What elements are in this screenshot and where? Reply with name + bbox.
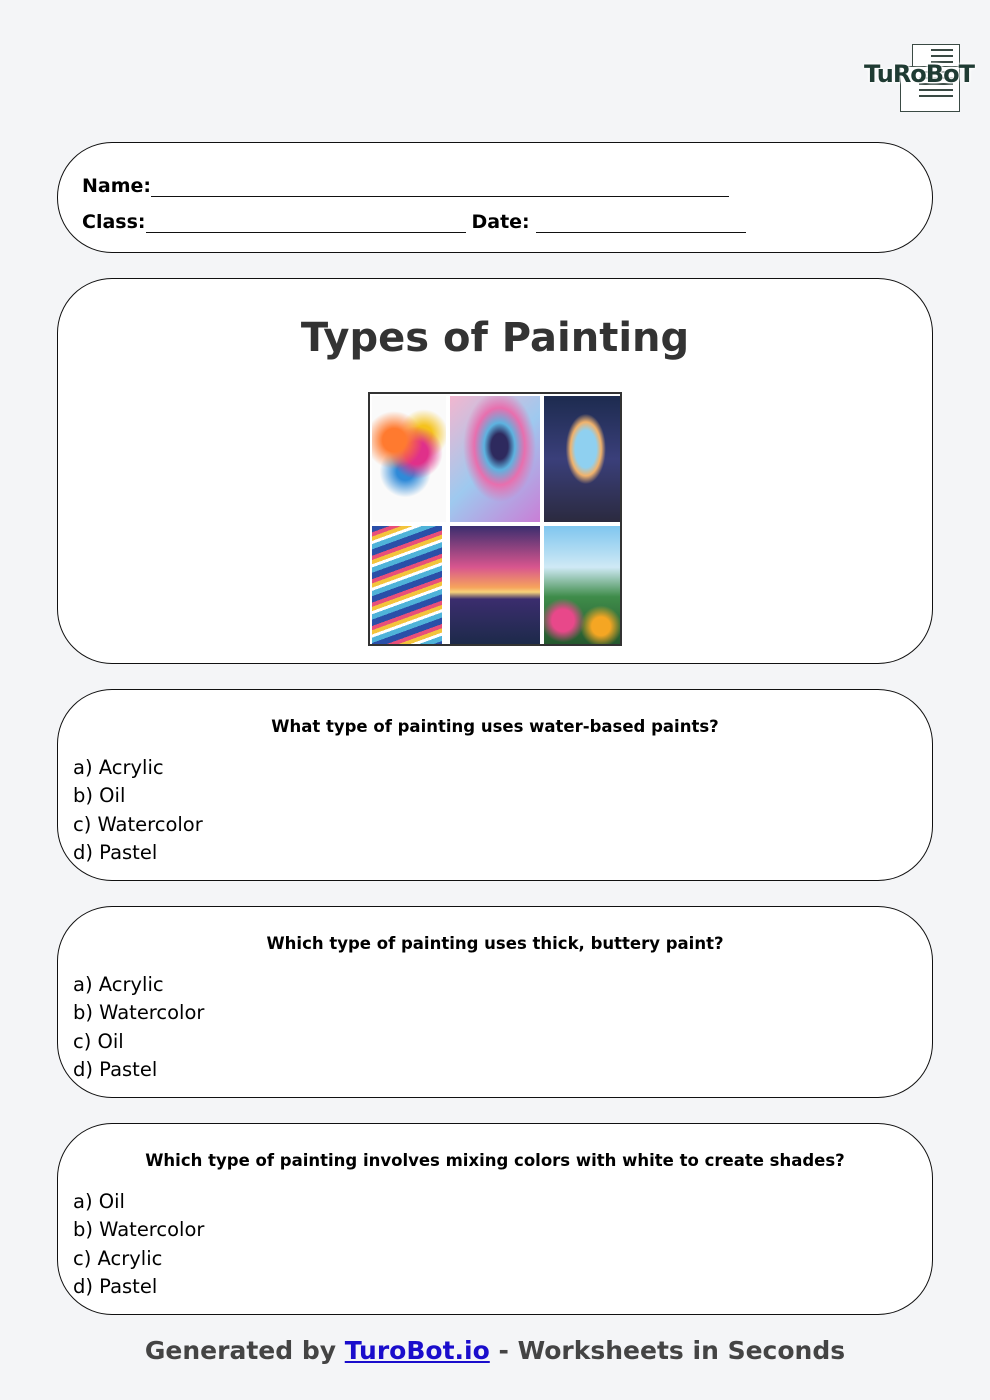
answer-options — [73, 1188, 204, 1301]
class-label: Class: — [82, 211, 146, 233]
name-row — [82, 175, 729, 197]
answer-options — [73, 971, 204, 1084]
footer-credit — [0, 1336, 990, 1365]
class-date-row — [82, 211, 746, 233]
date-field[interactable] — [536, 212, 746, 233]
turobot-logo — [862, 44, 974, 112]
archway-painting-tile — [544, 396, 620, 522]
name-label: Name: — [82, 175, 152, 197]
painting-collage-image — [368, 392, 622, 646]
answer-options — [73, 754, 203, 867]
footer-suffix: - Worksheets in Seconds — [489, 1336, 846, 1365]
option-a[interactable]: a) Acrylic — [73, 756, 164, 779]
splash-painting-tile — [372, 396, 446, 522]
question-card-2 — [57, 906, 933, 1098]
footer-prefix: Generated by — [144, 1336, 345, 1365]
palette-painting-tile — [450, 396, 540, 522]
logo-wordmark: TuRoBoT — [864, 60, 974, 88]
student-info-card — [57, 142, 933, 253]
worksheet-title: Types of Painting — [300, 315, 690, 361]
option-a[interactable]: a) Oil — [73, 1190, 125, 1213]
option-d[interactable]: d) Pastel — [73, 1274, 158, 1298]
name-field[interactable] — [151, 176, 729, 197]
option-c[interactable]: c) Watercolor — [73, 812, 203, 836]
option-b[interactable]: b) Watercolor — [73, 1001, 205, 1025]
date-label: Date: — [471, 211, 530, 233]
option-c[interactable]: c) Acrylic — [73, 1246, 163, 1270]
option-d[interactable]: d) Pastel — [73, 1057, 158, 1081]
garden-temple-tile — [544, 526, 620, 644]
question-card-3 — [57, 1123, 933, 1315]
option-c[interactable]: c) Oil — [73, 1029, 124, 1053]
question-text: Which type of painting uses thick, buttery paint? — [266, 934, 724, 953]
option-b[interactable]: b) Watercolor — [73, 1218, 205, 1242]
turobot-link[interactable]: TuroBot.io — [344, 1336, 490, 1365]
question-text: Which type of painting involves mixing colors with white to create shades? — [145, 1151, 845, 1170]
title-card — [57, 278, 933, 664]
option-b[interactable]: b) Oil — [73, 784, 126, 808]
question-text: What type of painting uses water-based paints? — [271, 717, 719, 736]
class-field[interactable] — [146, 212, 466, 233]
abstract-waves-tile — [372, 526, 442, 644]
option-a[interactable]: a) Acrylic — [73, 973, 164, 996]
option-d[interactable]: d) Pastel — [73, 840, 158, 864]
sunset-lake-tile — [450, 526, 540, 644]
question-card-1 — [57, 689, 933, 881]
